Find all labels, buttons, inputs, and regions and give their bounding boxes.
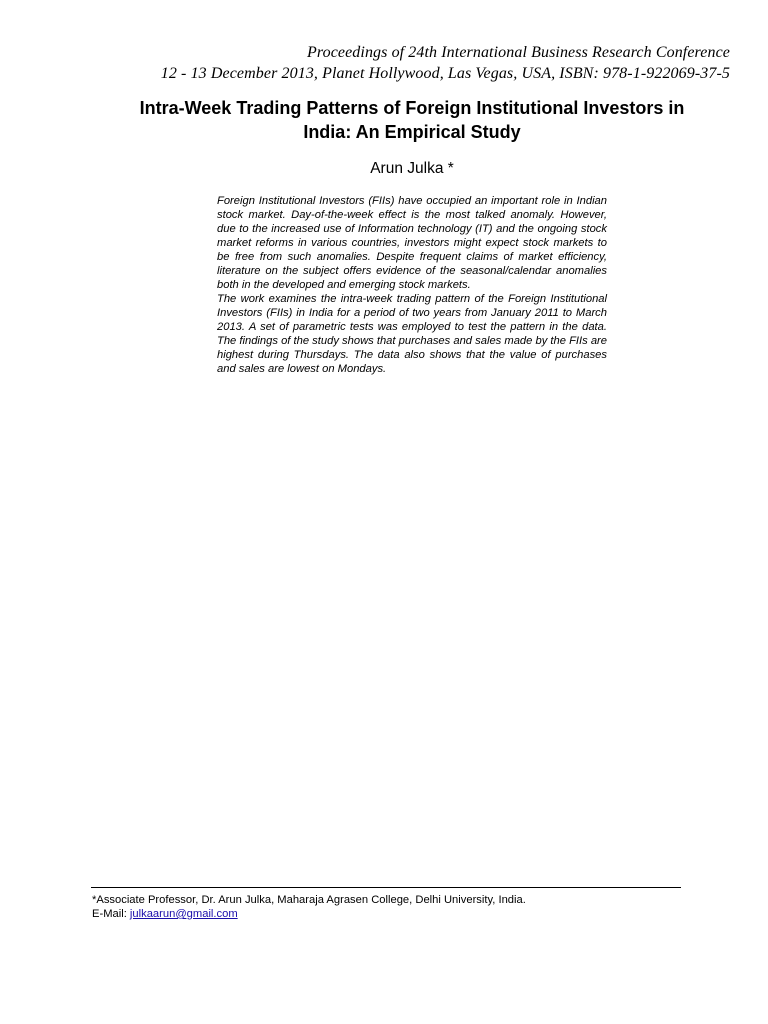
footnote-divider	[91, 887, 681, 888]
footnote-email-label: E-Mail:	[92, 908, 130, 920]
paper-title-line-2: India: An Empirical Study	[303, 122, 521, 142]
footnote	[92, 893, 712, 921]
paper-title	[80, 96, 744, 144]
footnote-affiliation: *Associate Professor, Dr. Arun Julka, Maharaja Agrasen College, Delhi University, India.	[92, 894, 526, 906]
footnote-email-row	[92, 907, 712, 921]
abstract-paragraph-2: The work examines the intra-week trading pattern of the Foreign Institutional Investors (FIIs) in India for a period of two years from January 2011 to March 2013. A set of parametric tests was employed to test the pattern in the data. The findings of the study shows that purchases and sales made by the FIIs are highest during Thursdays. The data also shows that the value of purchases and sales are lowest on Mondays.	[217, 293, 607, 375]
conference-header-line-1: Proceedings of 24th International Business Research Conference	[306, 44, 730, 61]
conference-header	[30, 42, 730, 84]
conference-header-line-2: 12 - 13 December 2013, Planet Hollywood, Las Vegas, USA, ISBN: 978-1-922069-37-5	[160, 65, 730, 82]
abstract	[217, 194, 607, 376]
abstract-paragraph-1: Foreign Institutional Investors (FIIs) have occupied an important role in Indian stock market. Day-of-the-week effect is the most talked anomaly. However, due to the increased use of Information technology (IT) and the ongoing stock market reforms in various countries, investors might expect stock markets to be free from such anomalies. Despite frequent claims of market efficiency, literature on the subject offers evidence of the seasonal/calendar anomalies both in the developed and emerging stock markets.	[217, 195, 607, 291]
author-name: Arun Julka *	[370, 160, 454, 177]
author-email-link[interactable]: julkaarun@gmail.com	[129, 908, 238, 920]
paper-title-line-1: Intra-Week Trading Patterns of Foreign Institutional Investors in	[139, 98, 685, 118]
